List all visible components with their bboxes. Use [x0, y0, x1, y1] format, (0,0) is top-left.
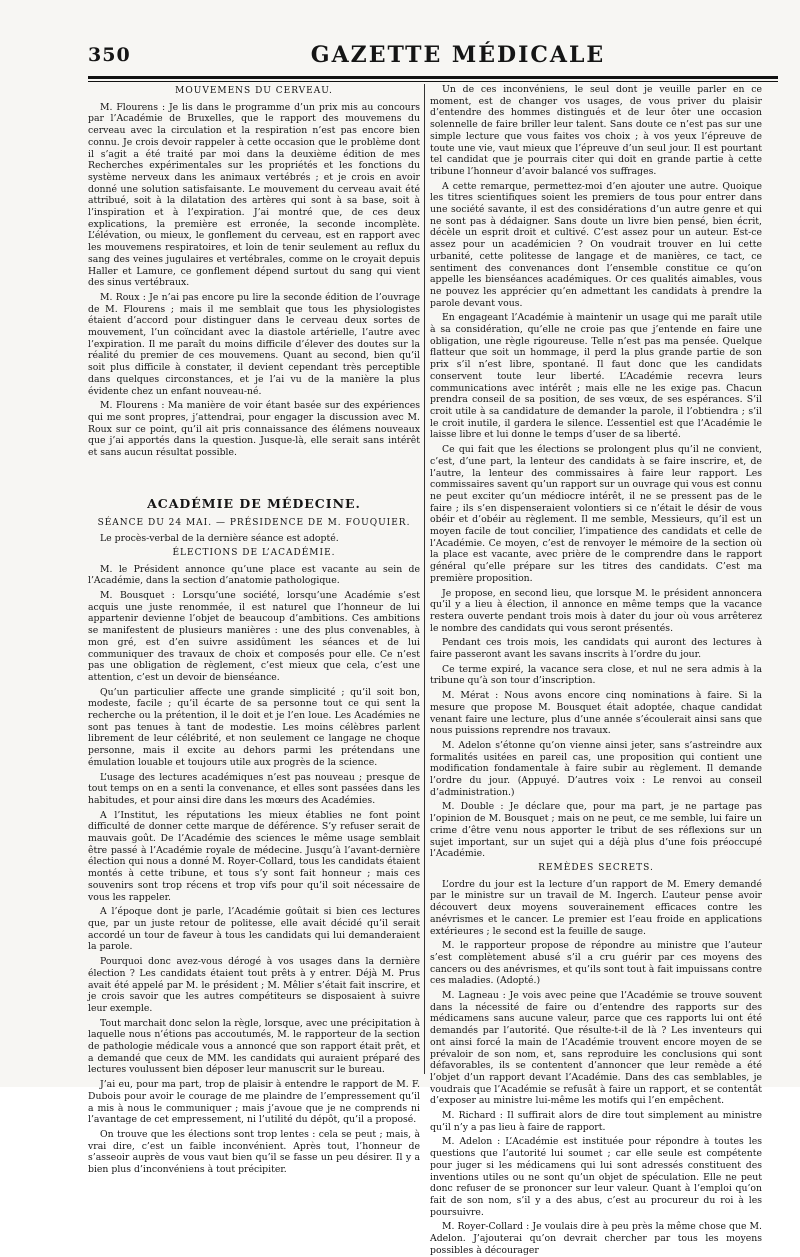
paragraph: Tout marchait donc selon la règle, lorsque, avec une précipitation à laquelle nous n’étions pas accoutumés, M. le rapporteur de la section de pathologie médicale vous a annoncé que son rapport était prêt, et a demandé que ceux de MM. les candidats qui auraient préparé des lectures voulussent bien déposer leur manuscrit sur le bureau. — [88, 1017, 420, 1076]
column-separator — [424, 84, 425, 1074]
paragraph: M. Mérat : Nous avons encore cinq nominations à faire. Si la mesure que propose M. Bousquet était adoptée, chaque candidat venant faire une lecture, plus d’une année s’écoulerait ainsi sans que nous puissions reprendre nos travaux. — [430, 690, 762, 737]
journal-title: GAZETTE MÉDICALE — [310, 42, 606, 68]
paragraph: M. Bousquet : Lorsqu’une société, lorsqu’une Académie s’est acquis une juste renommée, il est naturel que l’honneur de lui appartenir devienne l’objet de beaucoup d’ambitions. Ces ambitions se manifestent de plusieurs manières : une des plus convenables, à mon gré, est d’en suivre assidûment les séances et de lui communiquer des travaux de choix et composés pour elle. Ce n’est pas une obligation de règlement, c’est mieux que cela, c’est une attention, c’est un devoir de bienséance. — [88, 590, 420, 683]
right-column — [430, 84, 762, 1256]
paragraph: Pendant ces trois mois, les candidats qui auront des lectures à faire passeront avant les savans inscrits à l’ordre du jour. — [430, 637, 762, 661]
paragraph: On trouve que les élections sont trop lentes : cela se peut ; mais, à vrai dire, c’est un faible inconvénient. Après tout, l’honneur de s’asseoir auprès de vous vaut bien qu’il se fasse un peu désirer. Il y a bien plus d’inconvéniens à tout précipiter. — [88, 1128, 420, 1176]
paragraph: M. Richard : Il suffirait alors de dire tout simplement au ministre qu’il n’y a pas lieu à faire de rapport. — [430, 1110, 762, 1133]
paragraph: M. Double : Je déclare que, pour ma part, je ne partage pas l’opinion de M. Bousquet ; mais on ne peut, ce me semble, lui faire un crime d’être venu nous apporter le tribut de ses réflexions sur un sujet important, sur un sujet qui a déjà plus d’une fois préoccupé l’Académie. — [430, 801, 762, 860]
paragraph: M. le rapporteur propose de répondre au ministre que l’auteur s’est complètement abusé s’il a cru guérir par ces moyens des cancers ou des anévrismes, et qu’ils sont tout à fait impuissans contre ces maladies. (Adopté.) — [430, 940, 762, 987]
paragraph: M. le Président annonce qu’une place est vacante au sein de l’Académie, dans la section d’anatomie pathologique. — [88, 563, 420, 587]
paragraph: Pourquoi donc avez-vous dérogé à vos usages dans la dernière élection ? Les candidats étaient tout prêts à y entrer. Déjà M. Prus avait été appelé par M. le président ; M. Mêlier s’était fait inscrire, et je crois savoir que les autres compétiteurs se disposaient à suivre leur exemple. — [88, 956, 420, 1014]
section-heading: MOUVEMENS DU CERVEAU. — [175, 86, 333, 96]
paragraph: Un de ces inconvéniens, le seul dont je veuille parler en ce moment, est de changer vos usages, de vous priver du plaisir d’entendre des hommes distingués et de leur ôter une occasion solennelle de faire briller leur talent. Sans doute ce n’est pas sur une simple lecture que vous faites vos choix ; à vos yeux l’épreuve de toute une vie, vaut mieux que l’épreuve d’un seul jour. Il est pourtant tel candidat que je pourrais citer qui doit en grande partie à cette tribune l’honneur d’avoir balancé vos suffrages. — [430, 84, 762, 177]
paragraph: Ce qui fait que les élections se prolongent plus qu’il ne convient, c’est, d’une part, la lenteur des candidats à se faire inscrire, et, de l’autre, la lenteur des commissaires à faire leur rapport. Les commissaires savent qu’un rapport sur un ouvrage qui vous est connu ne peut exciter qu’un médiocre intérêt, il ne se pressent pas de le faire ; ils s’en dispenseraient volontiers si ce n’était le désir de vous obéir et d’obéir au règlement. Il me semble, Messieurs, qu’il est un moyen facile de tout concilier, l’impatience des candidats et celle de l’Académie. Ce moyen, c’est de renvoyer le mémoire de la section où la place est vacante, avec prière de le comprendre dans le rapport général qu’elle prépare sur les titres des candidats. C’est ma première proposition. — [430, 444, 762, 584]
section-gap — [88, 462, 420, 492]
paragraph: M. Adelon s’étonne qu’on vienne ainsi jeter, sans s’astreindre aux formalités usitées en pareil cas, une proposition qui contient une modification fondamentale à faire subir au règlement. Il demande l’ordre du jour. (Appuyé. D’autres voix : Le renvoi au conseil d’administration.) — [430, 739, 762, 798]
paragraph: M. Lagneau : Je vois avec peine que l’Académie se trouve souvent dans la nécessité de faire ou d’entendre des rapports sur des médicamens sans aucune valeur, parce que ces rapports lui ont été demandés par l’autorité. Que résulte-t-il de là ? Les inventeurs qui ont ainsi forcé la main de l’Académie trouvent encore moyen de se prévaloir de son nom, et, sans reproduire les conclusions qui sont défavorables, ils se contentent d’annoncer que leur remède a été l’objet d’un rapport devant l’Académie. Dans des cas semblables, je voudrais que l’Académie se refusât à faire un rapport, et se contentât d’exposer au ministre lui-même les motifs qui l’en empêchent. — [430, 990, 762, 1107]
elections-heading: ÉLECTIONS DE L’ACADÉMIE. — [172, 547, 336, 558]
paragraph: Le procès-verbal de la dernière séance est adopté. — [100, 533, 339, 545]
page-header — [88, 38, 778, 78]
academy-heading: ACADÉMIE DE MÉDECINE. — [147, 495, 361, 511]
paragraph: A cette remarque, permettez-moi d’en ajouter une autre. Quoique les titres scientifiques soient les premiers de tous pour entrer dans une société savante, il est des considérations d’un autre genre et qui ne sont pas à dédaigner. Sans doute un livre bien pensé, bien écrit, décèle un esprit droit et cultivé. C’est assez pour un auteur. Est-ce assez pour un académicien ? On voudrait trouver en lui cette urbanité, cette politesse de langage et de manières, ce tact, ce sentiment des convenances dont l’ensemble constitue ce qu’on appelle les bienséances académiques. Or ces qualités aimables, vous ne pouvez les apprécier qu’en admettant les candidats à prendre la parole devant vous. — [430, 180, 762, 309]
paragraph: L’ordre du jour est la lecture d’un rapport de M. Emery demandé par le ministre sur un travail de M. Ingerch. L’auteur pense avoir découvert deux moyens souverainement efficaces contre les anévrismes et le cancer. Le premier est l’eau froide en applications extérieures ; le second est la feuille de sauge. — [430, 878, 762, 937]
page-number: 350 — [88, 44, 131, 66]
remedes-heading: REMÈDES SECRETS. — [538, 863, 654, 873]
paragraph: M. Flourens : Ma manière de voir étant basée sur des expériences qui me sont propres, j’attendrai, pour engager la discussion avec M. Roux sur ce point, qu’il ait pris connaissance des élémens nouveaux que j’ai apportés dans la question. Jusque-là, elle serait sans intérêt et sans aucun résultat possible. — [88, 400, 420, 459]
paragraph: Ce terme expiré, la vacance sera close, et nul ne sera admis à la tribune qu’à son tour d’inscription. — [430, 663, 762, 687]
paragraph: Qu’un particulier affecte une grande simplicité ; qu’il soit bon, modeste, facile ; qu’il écarte de sa personne tout ce qui sent la recherche ou la prétention, il le doit et je l’en loue. Les Académies ne sont pas tenues à tant de modestie. Les moins célèbres parlent librement de leur célébrité, et non seulement ce langage ne choque personne, mais il excite au dehors parmi les prétendans une émulation louable et toujours utile aux progrès de la science. — [88, 686, 420, 768]
paragraph: M. Adelon : L’Académie est instituée pour répondre à toutes les questions que l’autorité lui soumet ; car elle seule est compétente pour juger si les médicamens qui lui sont adressés constituent des inventions utiles ou ne sont qu’un objet de spéculation. Elle ne peut donc refuser de se prononcer sur leur valeur. Quant à l’emploi qu’on fait de son nom, s’il y a des abus, c’est au procureur du roi à les poursuivre. — [430, 1136, 762, 1218]
paragraph: A l’Institut, les réputations les mieux établies ne font point difficulté de donner cette marque de déférence. S’y refuser serait de mauvais goût. De l’Académie des sciences le même usage semblait être passé à l’Académie royale de médecine. Jusqu’à l’avant-dernière élection qui nous a donné M. Royer-Collard, tous les candidats étaient montés à cette tribune, et tous s’y sont fait honneur ; mais ces souvenirs sont trop récens et trop vifs pour qu’il soit nécessaire de vous les rappeler. — [88, 809, 420, 903]
paragraph: J’ai eu, pour ma part, trop de plaisir à entendre le rapport de M. F. Dubois pour avoir le courage de me plaindre de l’empressement qu’il a mis à nous le communiquer ; mais j’avoue que je ne comprends ni l’avantage de cet empressement, ni l’utilité du dépôt, qu’il a proposé. — [88, 1079, 420, 1126]
header-rule-thick — [88, 76, 778, 79]
seance-heading: SÉANCE DU 24 MAI. — PRÉSIDENCE DE M. FOUQUIER. — [97, 517, 411, 528]
paragraph: A l’époque dont je parle, l’Académie goûtait si bien ces lectures que, par un juste retour de politesse, elle avait décidé qu’il serait accordé un tour de faveur à tous les candidats qui lui demanderaient la parole. — [88, 906, 420, 953]
left-column — [88, 84, 420, 1176]
paragraph: L’usage des lectures académiques n’est pas nouveau ; presque de tout temps on en a senti la convenance, et elles sont passées dans les habitudes, et pour ainsi dire dans les mœurs des Académies. — [88, 771, 420, 806]
paragraph: M. Flourens : Je lis dans le programme d’un prix mis au concours par l’Académie de Bruxelles, que le rapport des mouvemens du cerveau avec la circulation et la respiration n’est pas encore bien connu. Je crois devoir rappeler à cette occasion que le problème dont il s’agit a été traité par moi dans la deuxième édition de mes Recherches expérimentales sur les propriétés et les fonctions du système nerveux dans les animaux vertébrés ; et je crois en avoir donné une solution satisfaisante. Le mouvement du cerveau avait été attribué, soit à la dilatation des artères qui sont à sa base, soit à l’inspiration et à l’expiration. J’ai montré que, de ces deux explications, la première est erronée, la seconde incomplète. L’élévation, ou mieux, le gonflement du cerveau, est en rapport avec les mouvemens respiratoires, et loin de tenir seulement au reflux du sang des veines jugulaires et vertébrales, comme on le croyait depuis Haller et Lamure, ce gonflement dépend surtout du sang qui vient des sinus vertébraux. — [88, 101, 420, 289]
paragraph: Je propose, en second lieu, que lorsque M. le président annoncera qu’il y a lieu à élection, il annonce en même temps que la vacance restera ouverte pendant trois mois à dater du jour où vous arrêterez le nombre des candidats qui vous seront présentés. — [430, 587, 762, 634]
header-rule-thin — [88, 81, 778, 82]
paragraph: En engageant l’Académie à maintenir un usage qui me paraît utile à sa considération, qu’elle ne croie pas que j’entende en faire une obligation, une règle rigoureuse. Telle n’est pas ma pensée. Quelque flatteur que soit un hommage, il perd la plus grande partie de son prix s’il n’est libre, spontané. Il faut donc que les candidats conservent toute leur liberté. L’Académie recevra leurs communications avec intérêt ; mais elle ne les exige pas. Chacun prendra conseil de sa position, de ses vœux, de ses espérances. S’il croit utile à sa candidature de demander la parole, il l’obtiendra ; s’il le croit inutile, il gardera le silence. L’essentiel est que l’Académie le laisse libre et lui donne le temps d’user de sa liberté. — [430, 312, 762, 441]
paragraph: M. Royer-Collard : Je voulais dire à peu près la même chose que M. Adelon. J’ajouterai qu’on devrait chercher par tous les moyens possibles à décourager — [430, 1221, 762, 1256]
paragraph: M. Roux : Je n’ai pas encore pu lire la seconde édition de l’ouvrage de M. Flourens ; mais il me semblait que tous les physiologistes étaient d’accord pour distinguer dans le cerveau deux sortes de mouvement, l’un coïncidant avec la diastole artérielle, l’autre avec l’expiration. Il me paraît du moins difficile d’élever des doutes sur la réalité du premier de ces mouvemens. Quant au second, bien qu’il soit plus difficile à constater, il devient cependant très perceptible dans quelques circonstances, et je l’ai vu de la manière la plus évidente chez un enfant nouveau-né. — [88, 291, 420, 397]
